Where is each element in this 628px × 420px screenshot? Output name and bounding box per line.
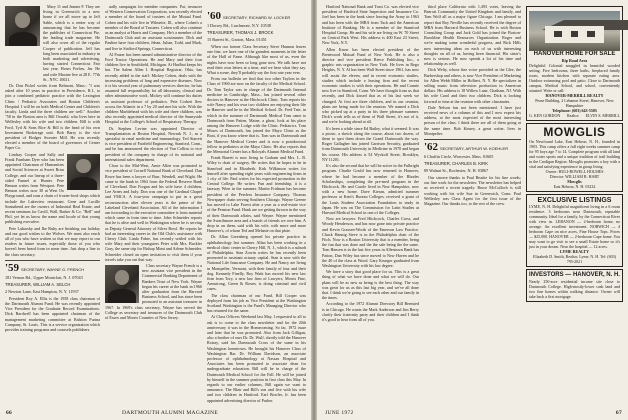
ad-owner: Owner: HULI-ROWELL HOLMES [545, 169, 604, 174]
page-number: 67 [615, 410, 622, 416]
left-column-1 [5, 4, 100, 333]
divider [424, 139, 521, 140]
secretary-label: SECRETARY, WAYNE G. FRENCH [20, 266, 85, 272]
class-heading [207, 12, 306, 22]
text-block: Now are lawyers: Fred Hitchcock, Charles Cross, and Woody Henderson, and has now gone into private practice and Kevin Grassen-Worth of the Emerson Law Practice. Chuck Hannig Steve is in the Philadelphia chair of the Fitch. Now is a Boston University that is a member, being the fun that was done and the the sale being the the same. Tom Hansen is in the last five years in Allentown Bank has Patton, Dan Wiley has since moved to New Haven and he the 40 of the class at Wood. Gary Krueger graduated from Washington University with his law degree. [322, 216, 419, 268]
ad-address: East Hebron, N. H. 03232 [553, 184, 596, 189]
text-block: Dr. Don Pickel writes from Belmont, Mass.: "I was asked after 10 years in practice in Providence, R.I., to join a combined pediatric practice with the Lexington Clinic / Pediatric Associates and Boston Children's Hospital. I will be on both Medical Center and Children's faculty. Linda and the three children are well." Another "58 in the Boston area is Bill Oswald, who lives here in Wellesley with his wife and two children. Bill is with Ford, Tyd & Sons Rice & Bill is the head of his own Investment Brokerage unit. Bob Barry is the vice president of Hodges Sweater Mill. He was recently elected a member of the board of governors of Center Paper Co. [5, 83, 100, 151]
text-block: Dick Welty, whose fine voice provided us the Glee, the Barbershop and others, is now Vice President of Marketing for Allen Webb Miller in Holbert, N. Y. He specializes in selling music from television production in American dollars. His address is 18 Willow Lane, Chatham, NJ. With his wife Carol and their two children, Dick is looking forward to time at the reunion with other classmates. [424, 67, 521, 104]
treasurer-address: 89 Walnut St., Rochester, N. H. 03867 [424, 168, 489, 174]
ad-title: MOWGLIS [543, 125, 606, 139]
ad-location: Mowglis [567, 179, 582, 184]
agent-note: Realtor [567, 113, 579, 118]
ad-investors [526, 269, 623, 302]
text-block: Pete Lubarsky and Ike Ruby are finishing our holiday and our good wishes to the Wolves. We must also reach all of you who have written so that we may report to our readers in future issues, especially those of you who haven't been heard from in some time. Just drop a line to the class secretary. [5, 225, 100, 257]
text-block: Dr. Stephen Levine was appointed Director of Transplantation at Boston Hospital, Newark N. J., as a specialist in renal medicine and immunology. Ted Starrett is vice president of Fairfield Engineering, Stanford, Conn., and he has announced the election of Van Collins to vice president of the company in charge of its national and international sales department. [105, 125, 202, 162]
text-block: When our former Class Secretary Steve Hannon leaves one fine, we have one of the grandest moments in the letter of the Hall of Fame. Although like most of us, even the nights have now been so long gone now. We talk have not read their own letters at a time, and we hear what they say. What a scene, they'll probably say the first rate year ever. [207, 44, 306, 76]
ads-column [526, 4, 623, 304]
secretary-label: SECRETARY, ARTHUR W. KOEHLER [439, 146, 509, 152]
right-column-1 [322, 4, 419, 323]
text-block: ually campaigns for member companies. Pat, treasurer of Western Conservation Corporation, was recently elected a member of the board of trustees of the Mutual Fund. Cohen and his wife live in Wilmette, Ill., where Cohen's a member of the Board of Trustees. Cohen will also continue as an analyst at Harris and Company. He's a member of the Dartmouth Club and an assistant scoutmaster. Dick and Pauline have four children, Jehan, Julian, Todd, and Mark, and live in Stafford Springs, Connecticut. [105, 4, 202, 51]
treasurer-label: TREASURER, CHARLES B. KIRK [424, 161, 488, 167]
treasurer-address: 15 Barrett St., Groton, Mass. 01451 [207, 37, 267, 42]
class-heading [424, 143, 521, 153]
text-block: It's also the second that he will be active in the Fulbright program. Charlie Gould has now returned to Hanover, where he had become a member of the Rhodes Scholarships, completing the pre-med program in the Hitchcock. He and Carole lived in New Hampshire, now with a new home. Dave Kieran, admitted summer professor at Kent's Bureau Colleges, received a grant of the Louis Student Association Foundation to study in Japan. He was on The Commission for Latin Studies at Harvard Medical School in one of the Colleges. [322, 163, 419, 215]
text-block: Allen Knorr has been elected president of the Brentwood Mutual Fund of New York. He is also a director and vice president Reece Publishing Inc., a graphic arts organization in New York. He lives in Rego Heights, N. Y. Al has been Wall Street since 1961, has now will assist the eleven, and in recent economic studies, studies which include a leasing firm and the recent economic studies is with their operations. He and Connie now live in Stamford, Conn. We have thought from us that recently, and Dick kissed that as of his last week we changed. At first are three children, and in our reunion, plans are being made for the reunion. We named a Dick who picked up at a party in his three pleasure summer. Dick's work tells us of them of Wall Street, it's not of it, and we're looking ahead at all. [322, 46, 419, 125]
ad-address: Elizabeth D. Smith, Realtor, Lyme, N. H. Tel: (603) 795-2021 [533, 254, 616, 264]
ad-body: Nearly 250-acre residential income site close to Dartmouth College. High-mostly-lower cash land and two fine homes within walking distance. Owner will take back a first mortgage. [529, 279, 620, 299]
portrait-photo [105, 265, 139, 303]
text-block: Hartford National Bank and Trust Co. was elected vice president of Hartford State Inspection and Insurance Co. Joel has been in the bank since leaving the Army in 1963 and has been with the MBA from Tuck and the American Institute of Banking. He is a member of the Stamford Hospital Group. He and his wife are living on W. 70 Street on Central Park West. His address is 400 East 23 Street, New York, N.Y. [322, 4, 419, 46]
text-block: Frank Barrett is now living in Gorham and Mrs. L. B. Wiley is chair of surgery. He writes that he hopes to be in Stamford and in Elizabeth. Kirk Wilkinson writes for himself after spending eight years with engineering firms in 1 city of life. Paul writes for his expected promotion in the Central College. He writes: Fun and friendship, it is a faraway Wien in the summer. Martin Fridman has become president of the Peerless Insurance Company. Thomas Newspaper chain serving Southern Chicago. Wayne Greene has moved to Lake Forest after a year as a real-estate vice of the Pension Fund. Hank are we getting thrown in the way of their Dartmouth affairs, said Wayne. Wayne mentioned the Swarthmore area and a bunch of friends we owe him. A drop in on them, said with his wife, with more and more Hanover's, of whom Ted and Melanie on that plate. [207, 155, 306, 234]
agent-name: G. KEN GORDON [529, 113, 561, 118]
treasurer-address: 2 Newton Lane, East Hampton, N. Y. 11937 [5, 288, 79, 294]
ad-director: Director: WILLIAM B. HART [549, 174, 600, 179]
portrait-photo [67, 154, 100, 190]
text-block: Al Frazer has been named administrative director of the Ford Tractor Operations. He and Mary and their four children live in Southfield, Michigan. At Hurlbut keeps his hat. The Salem Allen I. Hospital Registrar, Ohio, has recently added to the staff: Mickey Cohen, deals with the increasing problems of long and expensive diseases. Now it is his second year of pulmonary services director, he has assumed full responsibility for all laboratory, clinical and other administrative work. Mickey will continue his duties as assistant professor of pediatrics. Pete Corbett flew across the Atlantic in a 7 by 20 and met his wife. With the children Marblehead with his wife and three children, was also recently appointed medical director of the Sunnyside Hospital at the College's School of Respiratory Therapy. [105, 51, 202, 125]
ad-subtitle: Rip Road Area [561, 58, 588, 63]
secretary-address: 181 Vernon Rd., Upper Montclair, N. J. 07043 [5, 274, 83, 280]
ad-body: Delightful Colonial snuggled in beautiful wooded setting. Five bedrooms, three baths, fireplaced family room, modern kitchen with separate eating area. Outdoor swimming pool and patio. Close to Dartmouth campus, Medical School, and school, conveniently situated. Write or call: [529, 63, 620, 93]
text-block: President Roy A. Ellis is the 1958 class chairman of the Dartmouth Alumni Fund. He was recently appointed Vice President for the Graduate Record Examinations. Dick Bardwell has been appointed chairman of the management marketing committee at Ralston Purina Company, St. Louis. This is a service organization which provides training programs and counsels publishers. [5, 295, 100, 332]
ad-agents [529, 113, 620, 118]
secretary-address: 6 Chaffin Circle, Worcester, Mass. 01605 [424, 154, 494, 160]
ad-agency: HANOVER-MERRILL REALTY [545, 93, 604, 98]
text-block: At Class Officers Weekend last May, I requested to all to ask is to come to the class newsletter and for the 20th anniversary it was in the Homecoming. So far, 1972 issue and later that he was promoted. Also from Jack Gilligan, also a brother of ours Dr. Dr. Wulf, shortly told the Hanover Rotary, said his Dartmouth Cross of the same in his Washington hometown. He brought his Hanover Class of Washington Bar. Dr. William Davidson, an associate professor of ophthalmology at Nassau Hospital and Associates has been promoted to associate dean for undergraduate education. Bill will be in charge of the Dartmouth Medical School for the Fall. He will be joined by himself in the summer position in first class this May. In regards to our earlier columns, Bill again we want to announce. The Blair and Bill's son and five with his wife and two children in Hartford. Earl Bowler, Jr. has been appointed advertising director of Parker. [207, 314, 306, 403]
class-number: '60 [207, 10, 222, 22]
right-column-2 [424, 4, 521, 207]
magazine-name: DARTMOUTH ALUMNI MAGAZINE [122, 410, 219, 416]
ad-hanover-home [526, 6, 623, 121]
text-block: It's been a while since Ed Bailey, what it seemed. It was a picnic, a sketch along the course, about two dozen, of them to spot them down the Grand Dartmouth the way. Roger Gallagher has joined Garrison Security, graduated from Dartmouth University in Medicine in 1970 and began his course. His address is 54 Wyckoff Street, Brooklyn, NY 11201. [322, 125, 419, 162]
text-block: Dr. Allan Greenberg opened his private practice in ophthalmology last summer. Allan has been working in a medical clinic center in Cherry Hill, N. J., which is a suburb of Philadelphia. Stan Zowin writes he has recently been promoted to assistant actuary capital. Stan is now with the National Life Insurance Company. He and Nancy are living in Montpelier, Vermont, with their family of four and their dog. Kennedy Finelly, Roy Waitt has moved his new law firm from Tory, a new law firm of Lawyers, Morris Fine, Armstrong, Green & Rosen, is doing criminal and civil cases. [207, 234, 306, 292]
ad-title: EXCLUSIVE LISTINGS [537, 197, 612, 204]
page-number: 66 [6, 410, 13, 416]
text-block: Lindsay Cooper and Sally and Frank Farnham Dyer who has been appointed Chairman of Humanities and Social Sciences at Sweet Briar College, and our lineup of a three-sided Funnel at Hunter. Pete Benson writes from Westport. Pete Benson writes now 30 at West Ox Playground, and runs a chain of frozen-food shops which include the Lakeview restaurant. Gene and Lucille Sonnabend are the owners of Industrial Real Estate, and recent seminars for Cavill, Wall, Barker & Co. "Bell" and Phil, yet let us know the name and locale of that young publishing executive. [5, 151, 100, 225]
house-photo [529, 11, 620, 51]
agent-name: ELVIN S. MERRILL [585, 113, 620, 118]
ad-exclusive-listings [526, 194, 623, 267]
class-number: '62 [424, 141, 439, 154]
treasurer-label: TREASURER, THOMAS J. BROCK [207, 30, 274, 35]
text-block: We have a story that good place for us. This is a great thing of what we have done and what we will do. Our plans will be as new as being is the best thing. The way was great for us as this last big year, and we've all done that. I think we're going to see each other and our family in the times. [322, 269, 419, 301]
ad-phone: Telephone: (603) 643-5505 [552, 108, 597, 113]
treasurer-label: TREASURER, WILLIAM A. SELCH [5, 281, 71, 287]
text-block: third place California with 1,493 votes, leaving the Bearcat Community the United Kingdom and family, and Tom Wolf all as a major figure Chicago. I am pleased to report that Roy Neville has recently received the degree of MBA from Harvard Business School. He is with Boston Consulting Group and Jack Gold has joined the Boston-Brookline Health Resources Organization. Roger and we're making some wonderful progress, and Rick Hills now interesting ideas on each of us with interesting thoughts on all of us, having been financial. His sister's now is serious. He now spends a lot of his time and relationship as well. [424, 4, 521, 67]
text-block: Close to the Mid-West, Arnie Allen was promoted to vice president of Cornell National Bank of Cleveland. Dan Rowe has been a lawyer of Burr, Wendell, and Wight. He came to the bank in 1963 from the Federal Reserve Bank of Cleveland. Don Forgan and his wife have 4 children, Lee Arnes and Judy. Don was one of the Cardinal Chapel and YMCA. A four-year campaign to put in a great reconstruction after eleven years is the prime of the Lakeland Cleveland Association. All of the information I am forwarding to the executive committee is from material which came in from time to time. John Schneider reports that he is alive and well in Washington where he is serving as Deputy General Attorney of Silver Bowl. He reports he had an interesting career in the Old Club's assistance with Cherry Club. Linda Fabre, has recently settled with his wife Mary and their youngsters Peter with Mrs. Buckler Gray, the same trip for Bishop Mimi and Arlene Schneider. Schneider closed an open invitation to visit them if your travels take you out that way. [105, 163, 202, 262]
text-block: Class secretary Wayne French is a new assistant vice president in the Commercial Banking Department of Bankers Trust of New York. Wayne began his career at the bank in 1966 after graduation from the Harvard Business School, and has since been promoted to an assistant treasurer in 1967. In 1969's class secretary, Wayne has served the College as secretary and treasurer of the Dartmouth Club of Essex and Morris Counties of New Jersey. [105, 262, 202, 320]
text-block: According to the 1972 Alumni Directory Bill Bernsted is in Chicago. He wants the Mark Anderson and Jim Berry clarify their fraternity party and their children and I think it's good to hear from all of you. [322, 301, 419, 322]
text-block: Dale Nelson has not been mentioned. I have just received news of a column of this and I now expect his address, at the most expected of the most interesting person of the class. I think there are all of them going at the same time. Bob Kinsey, a great writer, lives in Montpelier. [424, 104, 521, 136]
ad-body: LYME, N. H. Delightful magnificent living in a 6 room residence. 3 bedrooms near Dartmouth, reputable community. Ideal for a family, by the Connecticut River with view in. LEBANON — 2-bedroom home, no acreage. An excellent investment. NORWICH — 4 bedroom Cape on nice acres, Fine House Tops. Prices — $25,000. HANOVER — 2-bedroom Cape home. You may want to go visit to see a small Estate home so it's just in your dream. Near the hospital — 12 acres. [529, 204, 620, 249]
secretary-address: 1 Dorsey Rd., Larchmont, N.Y. 10538 [207, 23, 271, 28]
ad-address: Pease Building, 2 Lebanon Street, Hanover, New Hampshire [535, 98, 614, 108]
divider [5, 260, 100, 261]
class-heading [5, 261, 100, 274]
left-column-3 [207, 4, 306, 404]
ad-title: INVESTORS — HANOVER, N. H. [529, 272, 620, 278]
text-block: The class chairman of our Fund, Bill Cooper was deployed from his job as Vice President at the Washington Scotland Washington is the Fund's Managing Director who has returned for the same. [207, 292, 306, 314]
ad-title: HANOVER HOME FOR SALE [533, 51, 616, 57]
text-block: Mary 11 and Jeanne F. They are living in Greenwich in a new home if we all move up to Jeff Sable, which is a center way of announcing that he has become the publisher of Connecticut Pie, the leading trade magazine. He will also cover all of the regular Cooper of publication. Jeff has long been associated in industry in both marketing and advertising, having started Connecticut Fair last year. Hoses Forbes, Jnr. He and wife Maxine live at 28 E. 77th St., NYC 10021. [43, 4, 100, 82]
ad-body: On Newfound Lake, East Hebron, N. H., founded in 1903. This camp offers a full eight weeks summer camp for 95 boys age 7 to 14. Complete program with all land and water sports and a unique tradition of trail building in the Cardigan Region. Mowglis promotes a boy with a vital and satisfying experience in group living. [529, 139, 620, 169]
left-column-2 [105, 4, 202, 321]
text-block: From our bulletin we find that two other Taylors in the Class of 1960 are now on the faculty of the Medical School. Dr. Tom Taylor was in charge of the Dartmouth Internal medicine in Cambridge, Mass., has joined several other doctors in Hanover at the Hitchcock Clinic. Tom reports his wife Nancy and his own two children are enjoying their life in Hanover and he in the Medical School. Dr. Fred Tate, in which in the summer of Dartmouth Medical Tom came to Dartmouth from Patten, Maine, a ghost, look at his place among the Hanover Lodge with the Clinic. Pediatrics. Tom Moses of Dartmouth, has joined the Mayo Clinic as the Boat, if you know where that is. Tom was in Dartmouth and the Hanover Medical Center and is now a postdoctoral fellow in pediatrics at the Mayo Clinic. He also reports that the Memorial Center has a Roloyals Alumni Medical Fund. [207, 76, 306, 155]
left-page [0, 0, 311, 420]
ad-agency: LYME REALTY [560, 249, 589, 254]
ad-mowglis [526, 123, 623, 192]
class-number: '59 [5, 261, 20, 274]
issue-date: JUNE 1972 [325, 410, 354, 416]
text-block: Our sincere thanks to Paul Beattie for his fine words; our fine work for the newsletter. The newsletter has helped us received a recent tragedy. Bruce McCulloch is still working with his wife Sue in Greenwich, Conn. Paul Wellesley was Class Agent for the first issue of the Magazine. Our thanks too, to the rest of the crew. [424, 175, 521, 207]
right-page [317, 0, 628, 420]
portrait-photo [5, 6, 40, 46]
secretary-label: SECRETARY, RICHARD W. LOCKER [222, 15, 291, 20]
